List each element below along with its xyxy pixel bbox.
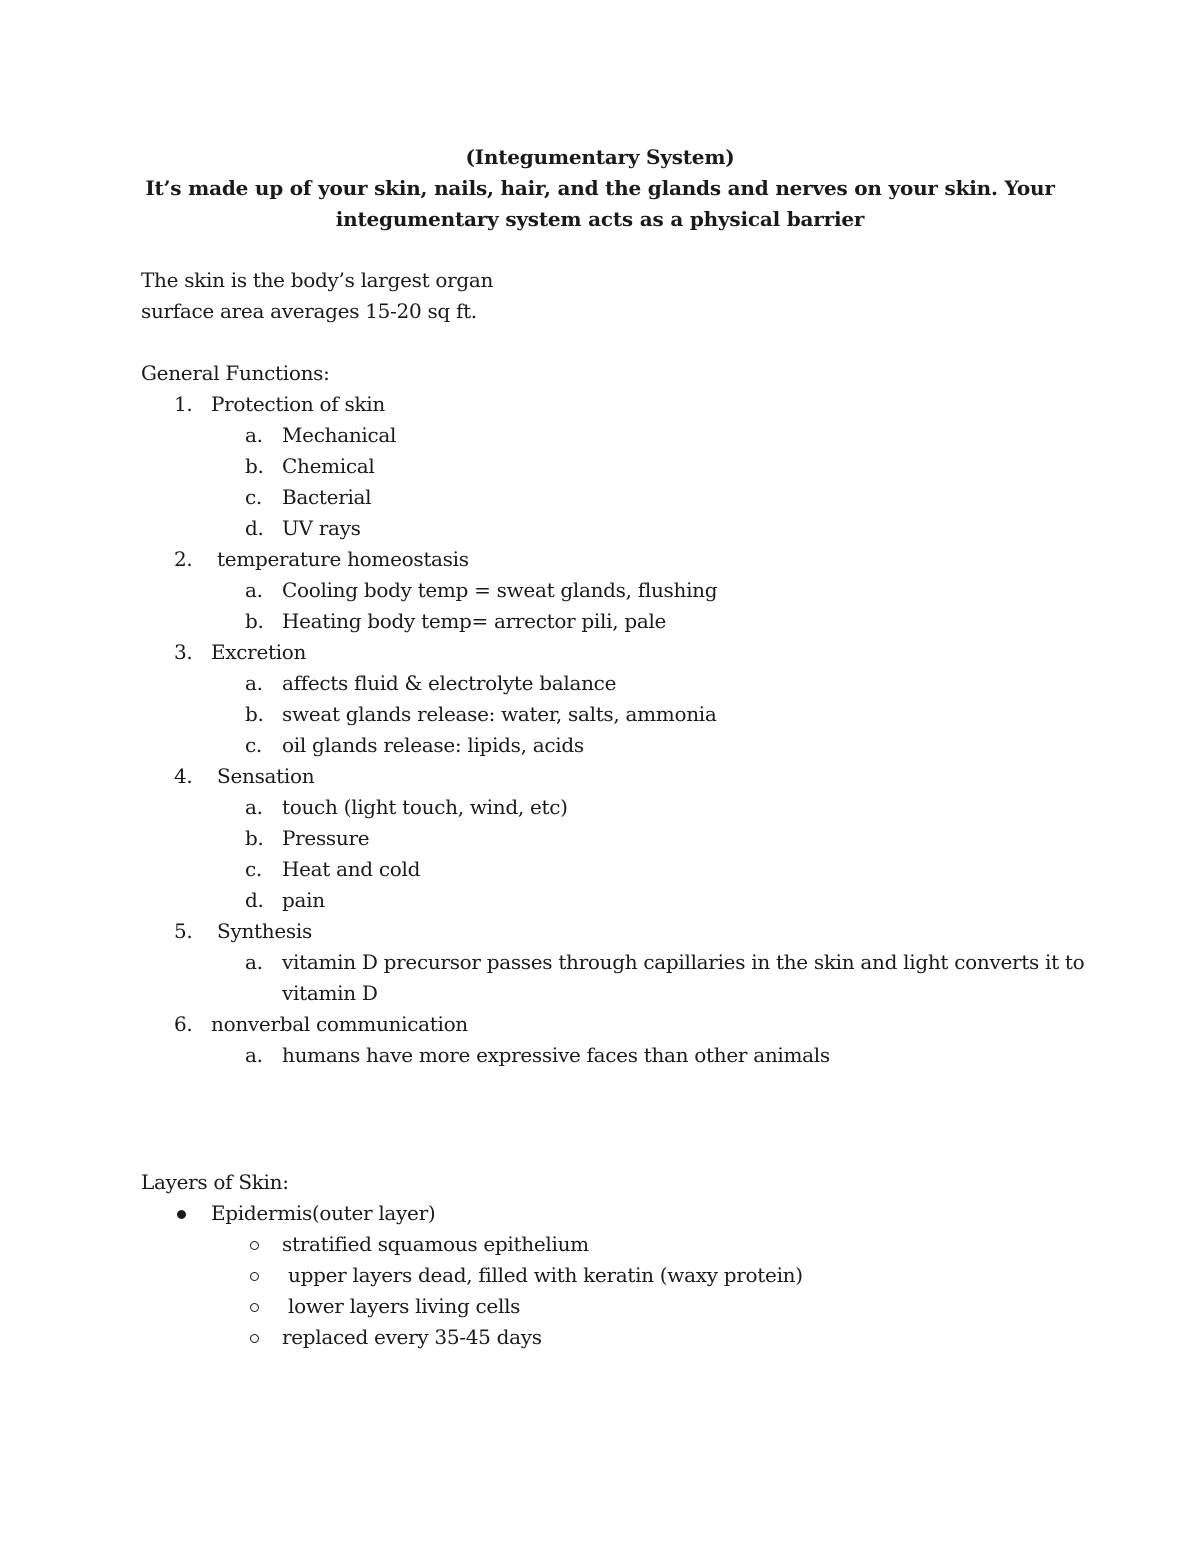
subitem-marker: b. (245, 609, 264, 633)
function-subitem (141, 575, 1084, 606)
function-item-4 (141, 761, 1084, 792)
function-item-number: 6. (174, 1012, 193, 1036)
function-subitem (141, 699, 1084, 730)
intro-section (141, 265, 493, 327)
subitem-text: Heat and cold (282, 857, 421, 881)
layers-subitem (141, 1260, 803, 1291)
subitem-text: oil glands release: lipids, acids (282, 733, 584, 757)
layers-subitem (141, 1322, 803, 1353)
subitem-text: UV rays (282, 516, 361, 540)
subitem-text: Mechanical (282, 423, 397, 447)
subitem-marker: b. (245, 702, 264, 726)
function-subitem (141, 823, 1084, 854)
document-title: (Integumentary System) (465, 145, 735, 169)
function-item-label: Sensation (211, 764, 315, 788)
layers-bullet-item (141, 1198, 803, 1229)
subitem-text: Heating body temp= arrector pili, pale (282, 609, 667, 633)
document-subtitle-line-2: integumentary system acts as a physical barrier (335, 207, 865, 231)
subitem-marker: c. (245, 485, 262, 509)
subitem-marker: b. (245, 826, 264, 850)
subitem-marker: a. (245, 950, 263, 974)
subitem-text: Pressure (282, 826, 370, 850)
function-item-number: 1. (174, 392, 193, 416)
subitem-text: Chemical (282, 454, 375, 478)
layers-subitem-text: stratified squamous epithelium (282, 1232, 589, 1256)
subitem-marker: a. (245, 578, 263, 602)
subitem-marker: b. (245, 454, 264, 478)
subitem-text: affects fluid & electrolyte balance (282, 671, 617, 695)
subitem-marker: a. (245, 795, 263, 819)
subitem-text: humans have more expressive faces than other animals (282, 1043, 830, 1067)
subitem-text: vitamin D precursor passes through capillaries in the skin and light converts it to (282, 950, 1085, 974)
function-item-number: 5. (174, 919, 193, 943)
function-subitem (141, 420, 1084, 451)
intro-line-2: surface area averages 15-20 sq ft. (141, 299, 477, 323)
function-item-5 (141, 916, 1084, 947)
hollow-bullet-icon (250, 1303, 259, 1312)
layers-subitem (141, 1229, 803, 1260)
function-item-6 (141, 1009, 1084, 1040)
subitem-text: Bacterial (282, 485, 372, 509)
subitem-marker: c. (245, 857, 262, 881)
subitem-marker: a. (245, 1043, 263, 1067)
layers-subitem-text: replaced every 35-45 days (282, 1325, 542, 1349)
function-subitem (141, 947, 1084, 978)
subitem-marker: a. (245, 671, 263, 695)
layers-heading: Layers of Skin: (141, 1170, 289, 1194)
subitem-marker: d. (245, 888, 264, 912)
document-header (140, 142, 1060, 235)
layers-subitem-text: lower layers living cells (282, 1294, 521, 1318)
function-subitem (141, 668, 1084, 699)
function-subitem (141, 885, 1084, 916)
subitem-marker: a. (245, 423, 263, 447)
hollow-bullet-icon (250, 1272, 259, 1281)
function-subitem (141, 730, 1084, 761)
function-item-3 (141, 637, 1084, 668)
function-item-label: Excretion (211, 640, 307, 664)
function-subitem (141, 606, 1084, 637)
function-item-label: Protection of skin (211, 392, 385, 416)
function-subitem (141, 513, 1084, 544)
function-subitem (141, 792, 1084, 823)
layers-section (141, 1167, 803, 1353)
layers-bullet-label: Epidermis(outer layer) (211, 1201, 436, 1225)
functions-heading: General Functions: (141, 361, 330, 385)
layers-subitem-text: upper layers dead, filled with keratin (waxy protein) (282, 1263, 803, 1287)
function-subitem (141, 451, 1084, 482)
subitem-text-continuation: vitamin D (282, 981, 378, 1005)
layers-subitem (141, 1291, 803, 1322)
function-item-2 (141, 544, 1084, 575)
function-item-number: 4. (174, 764, 193, 788)
subitem-text: Cooling body temp = sweat glands, flushing (282, 578, 718, 602)
function-subitem (141, 854, 1084, 885)
function-item-label: temperature homeostasis (211, 547, 469, 571)
document-subtitle-line-1: It’s made up of your skin, nails, hair, and the glands and nerves on your skin. Your (145, 176, 1055, 200)
function-item-label: nonverbal communication (211, 1012, 468, 1036)
hollow-bullet-icon (250, 1334, 259, 1343)
function-subitem (141, 482, 1084, 513)
function-item-number: 3. (174, 640, 193, 664)
function-subitem-continuation (141, 978, 1084, 1009)
subitem-text: touch (light touch, wind, etc) (282, 795, 568, 819)
function-subitem (141, 1040, 1084, 1071)
function-item-label: Synthesis (211, 919, 312, 943)
intro-line-1: The skin is the body’s largest organ (141, 268, 494, 292)
subitem-marker: d. (245, 516, 264, 540)
subitem-marker: c. (245, 733, 262, 757)
function-item-1 (141, 389, 1084, 420)
function-item-number: 2. (174, 547, 193, 571)
subitem-text: pain (282, 888, 325, 912)
bullet-icon (177, 1210, 186, 1219)
functions-section (141, 358, 1084, 1071)
hollow-bullet-icon (250, 1241, 259, 1250)
subitem-text: sweat glands release: water, salts, ammonia (282, 702, 717, 726)
